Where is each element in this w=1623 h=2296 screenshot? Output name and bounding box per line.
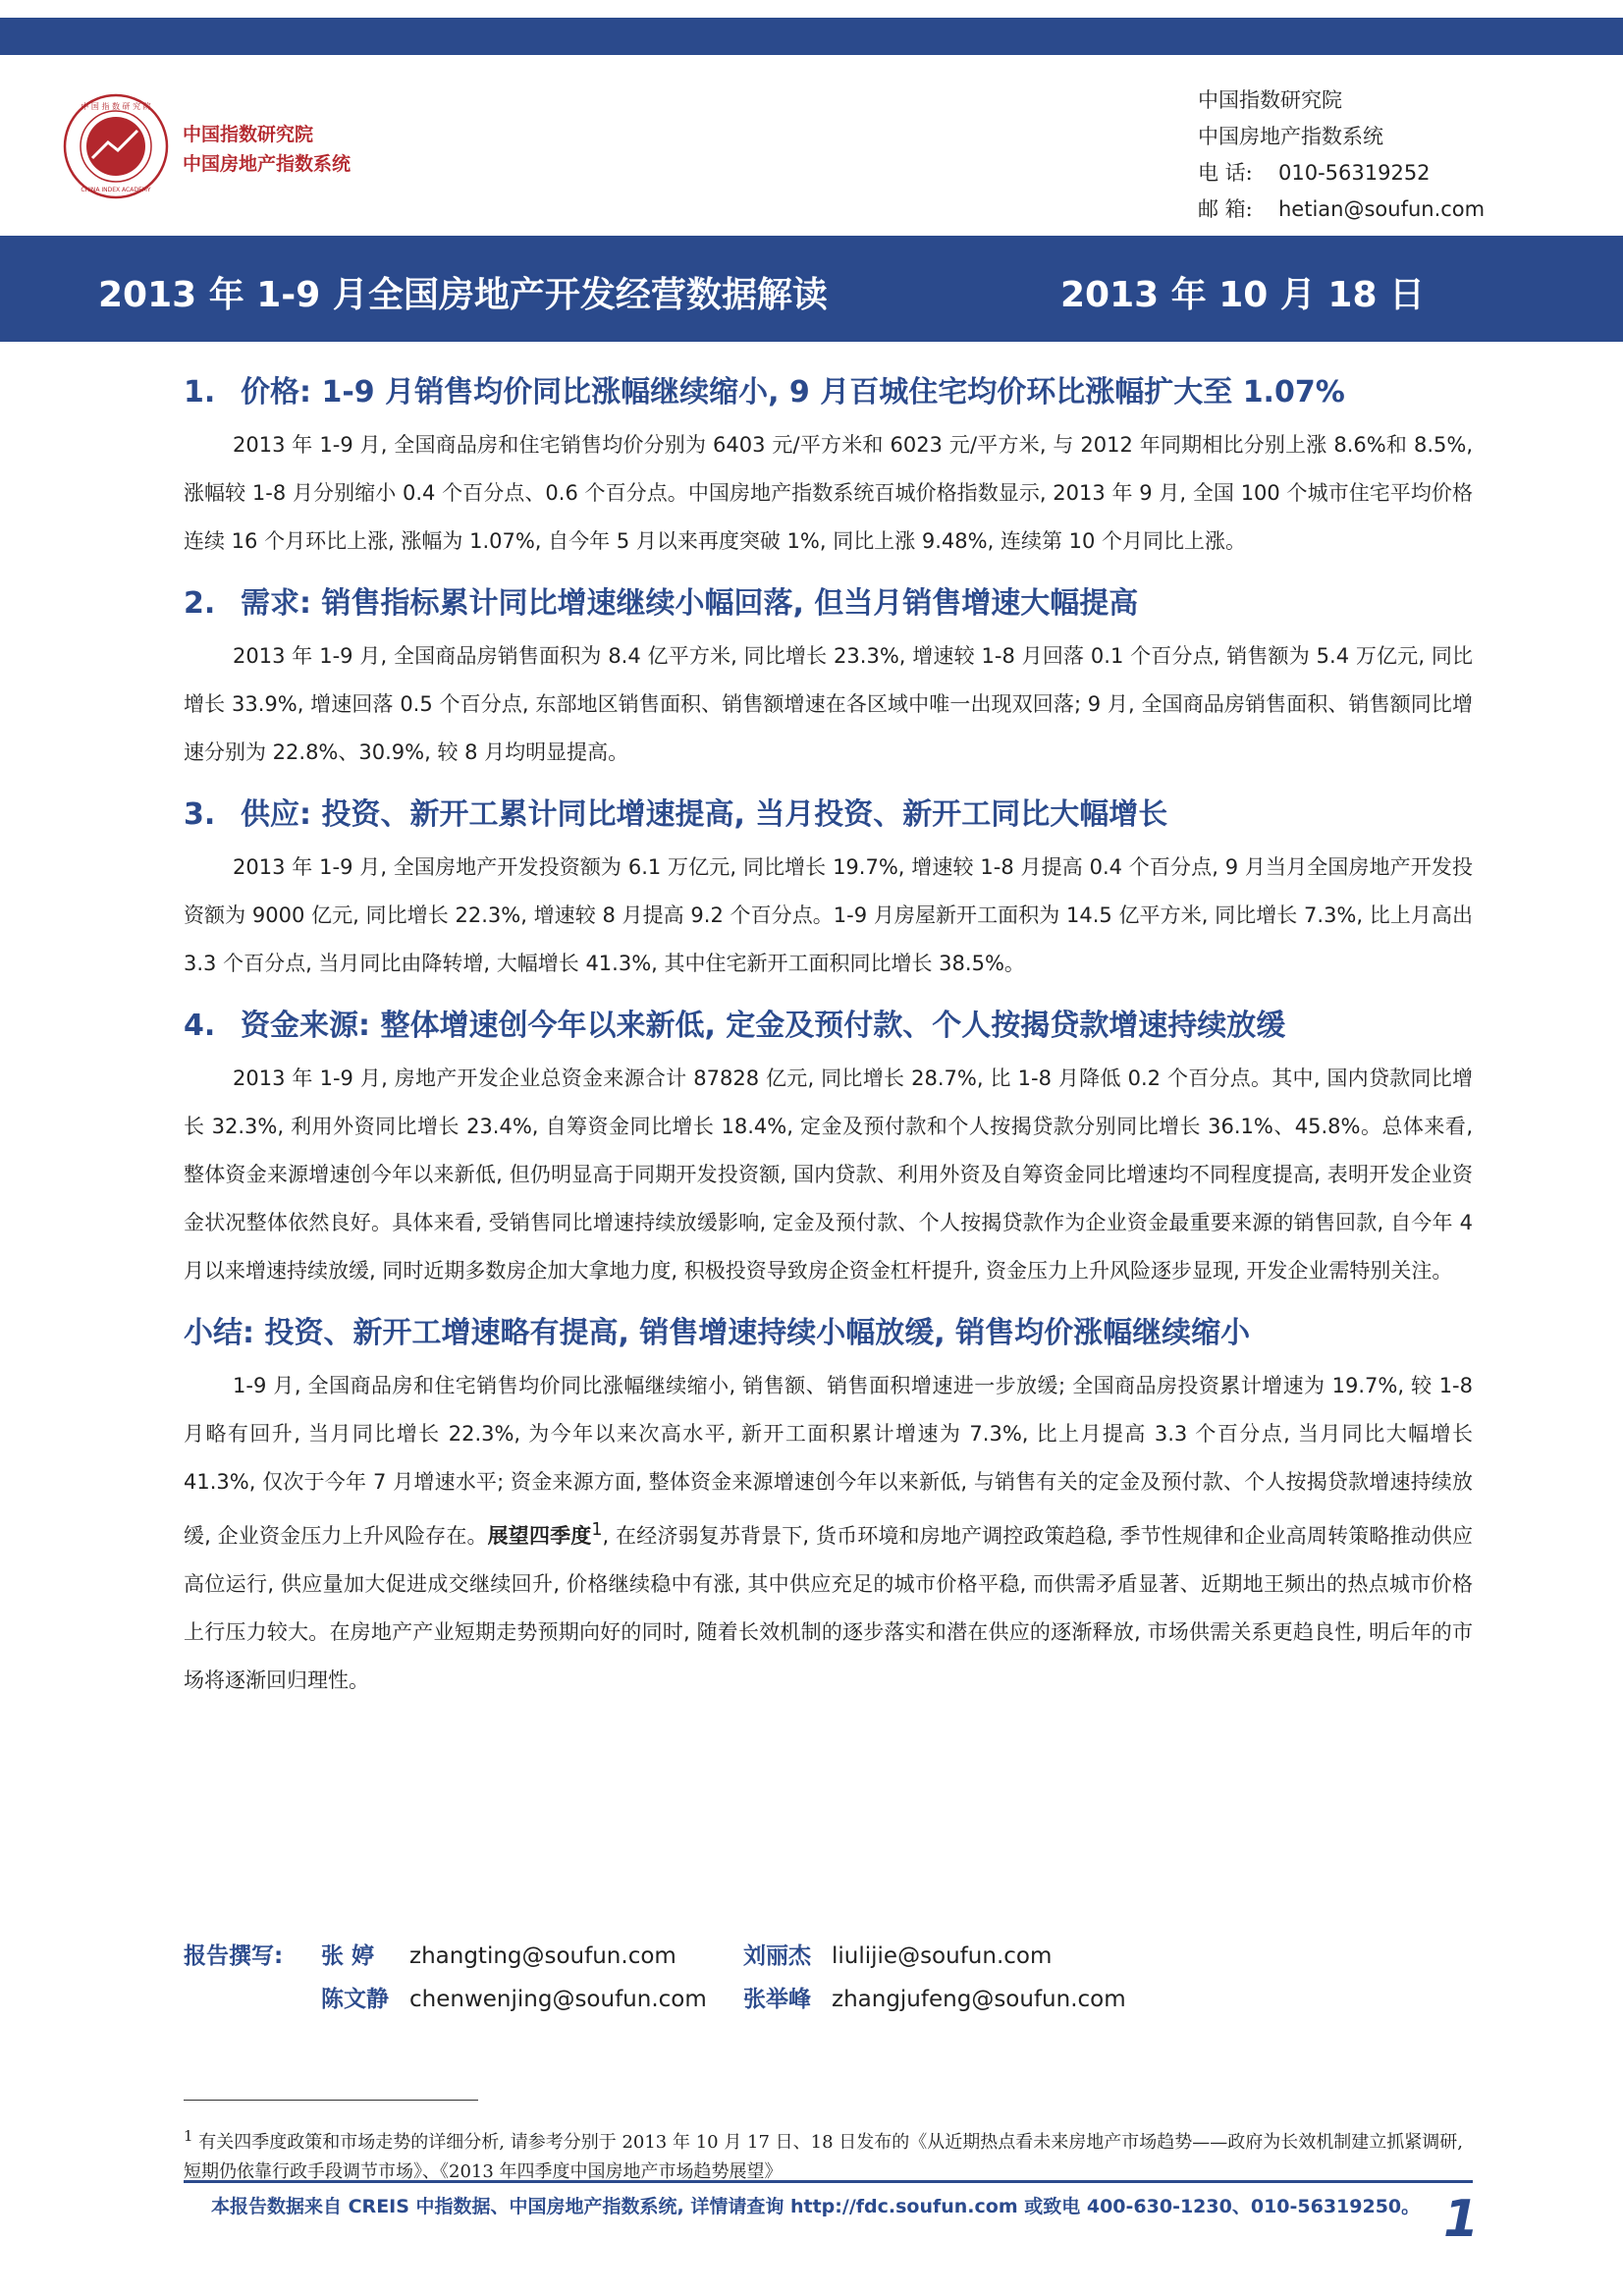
email-label: 邮 箱: xyxy=(1198,197,1253,221)
author-name: 张举峰 xyxy=(743,1987,811,2012)
authors-row xyxy=(184,1935,1126,1978)
summary-paragraph xyxy=(184,1362,1473,1705)
svg-text:中 国 指 数 研 究 院: 中 国 指 数 研 究 院 xyxy=(81,102,151,111)
china-index-academy-logo xyxy=(63,93,169,199)
section-paragraph: 2013 年 1-9 月, 全国商品房和住宅销售均价分别为 6403 元/平方米和 6023 元/平方米, 与 2012 年同期相比分别上涨 8.6%和 8.5%, 涨幅较 1-8 月分别缩小 0.4 个百分点、0.6 个百分点。中国房地产指数系统百城价格指数显示, 2013 年 9 月, 全国 100 个城市住宅平均价格连续 16 个月环比上涨, 涨幅为 1.07%, 自今年 5 月以来再度突破 1%, 同比上涨 9.48%, 连续第 10 个月同比上涨。 xyxy=(184,433,1473,553)
organization-names xyxy=(183,120,351,179)
authors-label: 报告撰写: xyxy=(184,1943,284,1969)
page-number: 1 xyxy=(1443,2190,1480,2249)
section-number: 3. xyxy=(184,797,216,832)
author-name: 张 婷 xyxy=(321,1943,375,1969)
footnote-reference[interactable]: 1 xyxy=(591,1520,603,1540)
footer-divider xyxy=(184,2180,1473,2183)
section-number: 2. xyxy=(184,586,216,621)
section-paragraph: 2013 年 1-9 月, 房地产开发企业总资金来源合计 87828 亿元, 同比增长 28.7%, 比 1-8 月降低 0.2 个百分点。其中, 国内贷款同比增长 32.3%, 利用外资同比增长 23.4%, 自筹资金同比增长 18.4%, 定金及预付款和个人按揭贷款分别同比增长 36.1%、45.8%。总体来看, 整体资金来源增速创今年以来新低, 但仍明显高于同期开发投资额, 国内贷款、利用外资及自筹资金同比增速均不同程度提高, 表明开发企业资金状况整体依然良好。具体来看, 受销售同比增速持续放缓影响, 定金及预付款、个人按揭贷款作为企业资金最重要来源的销售回款, 自今年 4 月以来增速持续放缓, 同时近期多数房企加大拿地力度, 积极投资导致房企资金杠杆提升, 资金压力上升风险逐步显现, 开发企业需特别关注。 xyxy=(184,1066,1473,1283)
contact-email-row xyxy=(1198,191,1485,228)
phone-label: 电 话: xyxy=(1198,161,1253,185)
title-bar xyxy=(0,236,1623,342)
section-title: 供应: 投资、新开工累计同比增速提高, 当月投资、新开工同比大幅增长 xyxy=(241,797,1168,832)
contact-system: 中国房地产指数系统 xyxy=(1198,125,1383,148)
org-name-line1: 中国指数研究院 xyxy=(183,124,314,145)
email-value: hetian@soufun.com xyxy=(1278,197,1486,221)
contact-phone-row xyxy=(1198,155,1485,191)
footnote-mark: 1 xyxy=(184,2127,193,2145)
footer-source-note: 本报告数据来自 CREIS 中指数据、中国房地产指数系统, 详情请查询 http://fdc.soufun.com 或致电 400-630-1230、010-56319250。 xyxy=(211,2196,1421,2217)
phone-value: 010-56319252 xyxy=(1278,161,1431,185)
section-funding xyxy=(184,1006,1473,1295)
svg-text:CHINA INDEX ACADEMY: CHINA INDEX ACADEMY xyxy=(81,187,151,193)
section-title: 资金来源: 整体增速创今年以来新低, 定金及预付款、个人按揭贷款增速持续放缓 xyxy=(241,1009,1286,1043)
section-summary xyxy=(184,1313,1473,1705)
section-price xyxy=(184,372,1473,566)
footnote-separator xyxy=(184,2100,478,2101)
author-email[interactable]: chenwenjing@soufun.com xyxy=(409,1987,707,2012)
top-color-band xyxy=(0,18,1623,55)
section-number: 1. xyxy=(184,375,216,410)
author-name: 陈文静 xyxy=(321,1987,389,2012)
section-title: 价格: 1-9 月销售均价同比涨幅继续缩小, 9 月百城住宅均价环比涨幅扩大至 1.07% xyxy=(241,375,1345,410)
section-heading xyxy=(184,1006,1473,1047)
contact-block xyxy=(1198,82,1485,228)
contact-org: 中国指数研究院 xyxy=(1198,88,1342,112)
author-email[interactable]: zhangting@soufun.com xyxy=(409,1943,676,1969)
summary-outlook-label: 展望四季度 xyxy=(487,1524,592,1548)
summary-heading: 小结: 投资、新开工增速略有提高, 销售增速持续小幅放缓, 销售均价涨幅继续缩小 xyxy=(184,1316,1251,1350)
authors-block xyxy=(184,1935,1126,2021)
section-paragraph: 2013 年 1-9 月, 全国房地产开发投资额为 6.1 万亿元, 同比增长 19.7%, 增速较 1-8 月提高 0.4 个百分点, 9 月当月全国房地产开发投资额为 9000 亿元, 同比增长 22.3%, 增速较 8 月提高 9.2 个百分点。1-9 月房屋新开工面积为 14.5 亿平方米, 同比增长 7.3%, 比上月高出 3.3 个百分点, 当月同比由降转增, 大幅增长 41.3%, 其中住宅新开工面积同比增长 38.5%。 xyxy=(184,855,1473,975)
footnote xyxy=(184,2121,1473,2187)
org-name-line2: 中国房地产指数系统 xyxy=(183,153,352,175)
section-supply xyxy=(184,794,1473,988)
section-paragraph: 2013 年 1-9 月, 全国商品房销售面积为 8.4 亿平方米, 同比增长 23.3%, 增速较 1-8 月回落 0.1 个百分点, 销售额为 5.4 万亿元, 同比增长 33.9%, 增速回落 0.5 个百分点, 东部地区销售面积、销售额增速在各区域中唯一出现双回落; 9 月, 全国商品房销售面积、销售额同比增速分别为 22.8%、30.9%, 较 8 月均明显提高。 xyxy=(184,644,1473,764)
report-body xyxy=(184,368,1473,1722)
section-heading xyxy=(184,794,1473,836)
section-demand xyxy=(184,583,1473,777)
section-heading xyxy=(184,372,1473,413)
author-name: 刘丽杰 xyxy=(743,1943,811,1969)
section-title: 需求: 销售指标累计同比增速继续小幅回落, 但当月销售增速大幅提高 xyxy=(241,586,1139,621)
authors-row xyxy=(184,1978,1126,2021)
summary-text-a: 1-9 月, 全国商品房和住宅销售均价同比涨幅继续缩小, 销售额、销售面积增速进一步放缓; 全国商品房投资累计增速为 19.7%, 较 1-8 月略有回升, 当月同比增长 22.3%, 为今年以来次高水平, 新开工面积累计增速为 7.3%, 比上月提高 3.3 个百分点, 当月同比大幅增长 41.3%, 仅次于今年 7 月增速水平; 资金来源方面, 整体资金来源增速创今年以来新低, 与销售有关的定金及预付款、个人按揭贷款增速持续放缓, 企业资金压力上升风险存在。 xyxy=(184,1374,1473,1548)
report-date: 2013 年 10 月 18 日 xyxy=(1060,275,1426,315)
summary-text-b: , 在经济弱复苏背景下, 货币环境和房地产调控政策趋稳, 季节性规律和企业高周转策略推动供应高位运行, 供应量加大促进成交继续回升, 价格继续稳中有涨, 其中供应充足的城市价格平稳, 而供需矛盾显著、近期地王频出的热点城市价格上行压力较大。在房地产产业短期走势预期向好的同时, 随着长效机制的逐步落实和潜在供应的逐渐释放, 市场供需关系更趋良性, 明后年的市场将逐渐回归理性。 xyxy=(184,1524,1473,1692)
author-email[interactable]: liulijie@soufun.com xyxy=(832,1943,1053,1969)
footnote-text: 有关四季度政策和市场走势的详细分析, 请参考分别于 2013 年 10 月 17 日、18 日发布的《从近期热点看未来房地产市场趋势——政府为长效机制建立抓紧调研, 短期仍依靠行政手段调节市场》、《2013 年四季度中国房地产市场趋势展望》 xyxy=(184,2132,1464,2182)
section-heading xyxy=(184,583,1473,625)
report-title: 2013 年 1-9 月全国房地产开发经营数据解读 xyxy=(98,275,828,315)
author-email[interactable]: zhangjufeng@soufun.com xyxy=(832,1987,1126,2012)
section-number: 4. xyxy=(184,1009,216,1043)
